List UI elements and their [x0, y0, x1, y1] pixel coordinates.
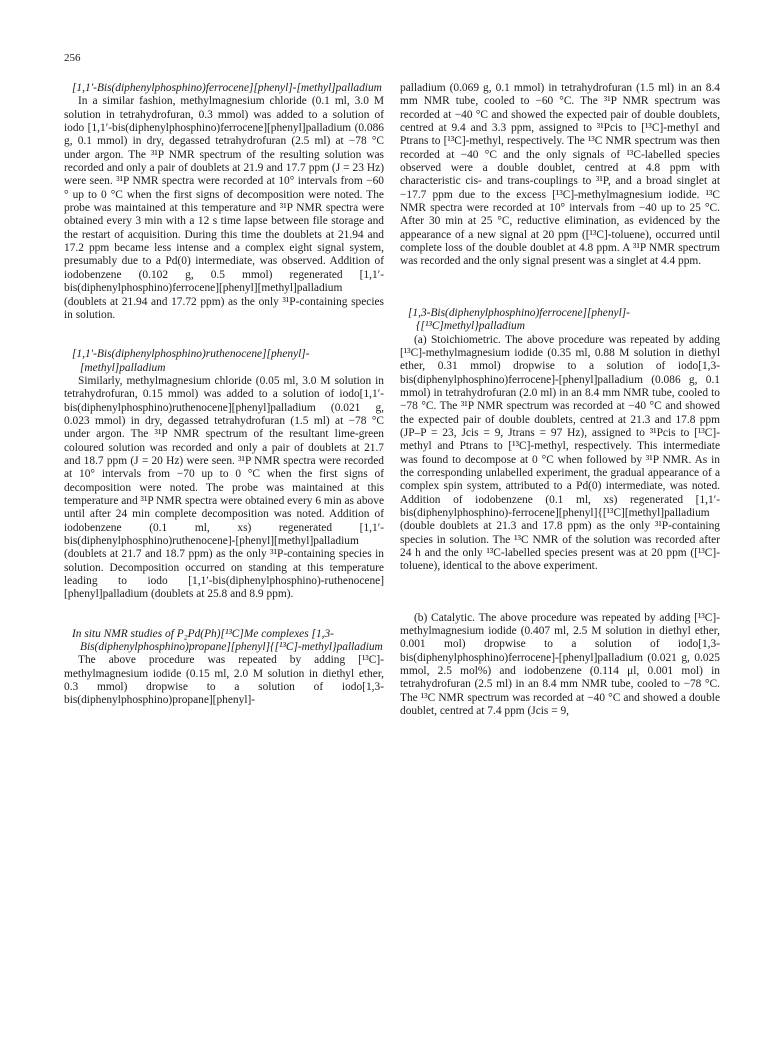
- paragraph: palladium (0.069 g, 0.1 mmol) in tetrahydrofuran (1.5 ml) in an 8.4 mm NMR tube, cooled to −60 °C. The ³¹P NMR spectrum was recorded at −40 °C and showed the expected pair of double doublets, centred at 9.4 and 3.3 ppm, assigned to ³¹Pcis to [¹³C]-methyl and Ptrans to [¹³C]-methyl, respectively. The ¹³C NMR spectrum was then recorded at −40 °C and the only signals of ¹³C-labelled species observed were a double doublet, centred at 4.8 ppm with characteristic cis- and trans-couplings to ³¹P, and a broad singlet at −17.7 ppm due to the excess [¹³C]-methylmagnesium iodide. ¹³C NMR spectra were recorded at 10° intervals from −40 up to 25 °C. After 30 min at 25 °C, reductive elimination, as evidenced by the appearance of a new signal at 20 ppm ([¹³C]-toluene), occurred until complete loss of the double doublet at 4.8 ppm. A ³¹P NMR spectrum was recorded and the only signal present was a singlet at 4.4 ppm.: [400, 82, 720, 268]
- left-column: [64, 82, 384, 708]
- paragraph: Similarly, methylmagnesium chloride (0.05 ml, 3.0 M solution in tetrahydrofuran, 0.15 mmol) was added to a solution of iodo[1,1′-bis(diphenylphosphino)ruthenocene][phenyl]palladium (0.021 g, 0.023 mmol) in dry, degassed tetrahydrofuran (1.5 ml) at −78 °C under argon. The ³¹P NMR spectrum of the resultant lime-green coloured solution was recorded and only a pair of doublets at 21.7 and 18.7 ppm (J = 20 Hz) were seen. ³¹P NMR spectra were recorded at 10° intervals from −70 up to 0 °C when the first signs of decomposition were noted. The probe was maintained at this temperature and ³¹P NMR spectra were obtained every 6 min as above until after 24 min complete decomposition was noted. Addition of iodobenzene (0.1 ml, xs) regenerated [1,1′-bis(diphenylphosphino)ruthenocene]-[phenyl][methyl]palladium (doublets at 21.7 and 18.7 ppm) as the only ³¹P-containing species in solution. Decomposition occurred on standing at this temperature leading to iodo [1,1′-bis(diphenylphosphino)-ruthenocene][phenyl]palladium (doublets at 25.8 and 8.9 ppm).: [64, 374, 384, 601]
- section-heading: [1,1′-Bis(diphenylphosphino)ruthenocene][phenyl]-[methyl]palladium: [72, 348, 310, 374]
- section-heading: [1,3-Bis(diphenylphosphino)ferrocene][phenyl]-{[¹³C]methyl}palladium: [408, 306, 630, 333]
- page-number: 256: [64, 52, 81, 64]
- section-heading: In situ NMR studies of P₂Pd(Ph)[¹³C]Me complexes [1,3-Bis(diphenylphosphino)propane][phenyl]{[¹³C]-methyl}palladium: [72, 627, 383, 654]
- paragraph: (a) Stoichiometric. The above procedure was repeated by adding [¹³C]-methylmagnesium iodide (0.35 ml, 0.88 M solution in diethyl ether, 0.31 mmol) dropwise to a solution of iodo[1,3-bis(diphenylphosphino)ferrocene]-[phenyl]palladium (0.086 g, 0.1 mmol) in tetrahydrofuran (2.0 ml) in an 8.4 mm NMR tube, cooled to −78 °C. The ³¹P NMR spectrum was recorded at −40 °C and showed the expected pair of double doublets, centred at 21.3 and 17.8 ppm (JP–P = 23, Jcis = 9, Jtrans = 97 Hz), assigned to ³¹Pcis to [¹³C]-methyl and Ptrans to [¹³C]-methyl, respectively. This intermediate was found to decompose at 0 °C when followed by ³¹P NMR. As in the corresponding unlabelled experiment, the gradual appearance of a complex spin system, attributed to a Pd(0) intermediate, was noted. Addition of iodobenzene (0.1 ml, xs) regenerated [1,1′-bis(diphenylphosphino)-ferrocene][phenyl]{[¹³C][methyl]palladium (double doublets at 21.3 and 17.8 ppm) as the only ³¹P-containing species in solution. The ¹³C NMR of the solution was recorded after 24 h and the only ¹³C-labelled species present was at 20 ppm ([¹³C]-toluene), identical to the above experiment.: [400, 333, 720, 573]
- section-heading: [1,1′-Bis(diphenylphosphino)ferrocene][phenyl]-[methyl]palladium: [72, 82, 382, 94]
- paragraph: (b) Catalytic. The above procedure was repeated by adding [¹³C]-methylmagnesium iodide (0.407 ml, 2.5 M solution in diethyl ether, 0.001 mol) dropwise to a solution of iodo[1,3-bis(diphenylphosphino)ferrocene]-[phenyl]palladium (0.021 g, 0.025 mmol, 2.5 mol%) and iodobenzene (0.114 μl, 0.001 mol) in tetrahydrofuran (2.5 ml) in an 8.4 mm NMR tube, cooled to −78 °C. The ¹³C NMR spectrum was recorded at −40 °C and showed a double doublet, centred at 7.4 ppm (Jcis = 9,: [400, 611, 720, 718]
- paragraph: In a similar fashion, methylmagnesium chloride (0.1 ml, 3.0 M solution in tetrahydrofuran, 0.3 mmol) was added to a solution of iodo [1,1′-bis(diphenylphosphino)ferrocene][phenyl]palladium (0.086 g, 0.1 mmol) in dry, degassed tetrahydrofuran (2.5 ml) at −78 °C under argon. The ³¹P NMR spectrum of the resulting solution was recorded and only a pair of doublets at 21.9 and 17.7 ppm (J = 23 Hz) were seen. ³¹P NMR spectra were recorded at 10° intervals from −60 ° up to 0 °C when the first signs of decomposition were noted. The probe was maintained at this temperature and ³¹P NMR spectra were obtained every 3 min with a 12 s time lapse between file storage and the restart of acquisition. During this time the doublets at 21.94 and 17.2 ppm became less intense and a complex eight signal system, presumably due to a Pd(0) intermediate, was observed. Addition of iodobenzene (0.102 g, 0.5 mmol) regenerated [1,1′-bis(diphenylphosphino)ferrocene][phenyl][methyl]palladium (doublets at 21.94 and 17.72 ppm) as the only ³¹P-containing species in solution.: [64, 95, 384, 321]
- paragraph: The above procedure was repeated by adding [¹³C]-methylmagnesium iodide (0.15 ml, 2.0 M solution in diethyl ether, 0.3 mmol) dropwise to a solution of iodo[1,3-bis(diphenylphosphino)propane][phenyl]-: [64, 654, 384, 707]
- right-column: [400, 82, 720, 718]
